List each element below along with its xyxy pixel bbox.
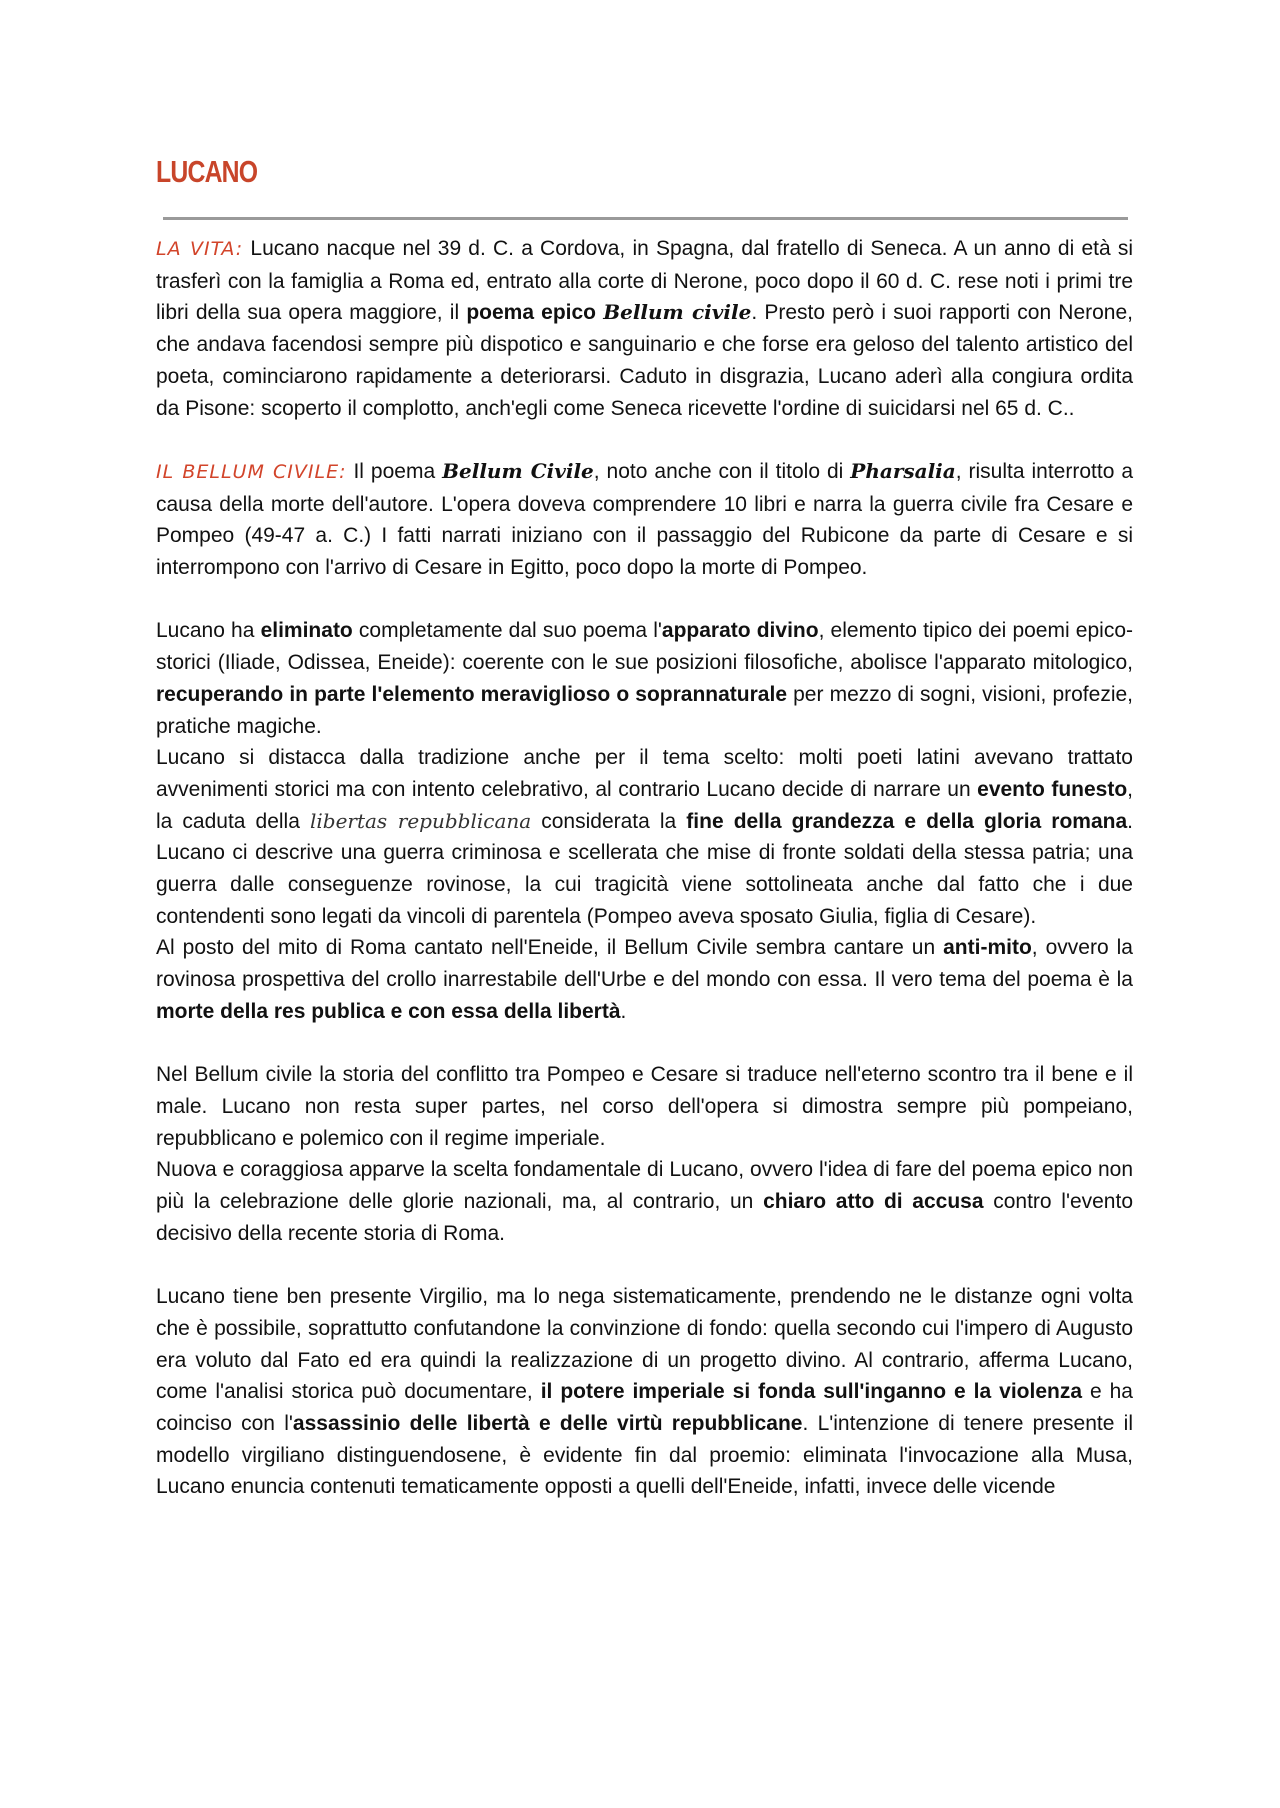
bold-text: assassinio delle libertà e delle virtù repubblicane xyxy=(292,1411,803,1435)
text-segment: , la caduta della xyxy=(156,777,1134,833)
text-segment: Lucano si distacca dalla tradizione anche per il tema scelto: molti poeti latini avevano trattato avvenimenti storici ma con intento celebrativo, al contrario Lucano decide di narrare un xyxy=(156,746,1133,801)
text-segment: e ha coinciso con l' xyxy=(156,1380,1133,1435)
bold-text: poema epico xyxy=(466,301,604,325)
italic-text: libertas repubblicana xyxy=(309,808,532,833)
bold-italic-title: Bellum Civile xyxy=(442,458,594,483)
bold-text: il potere imperiale si fonda sull'inganno e la violenza xyxy=(540,1380,1083,1404)
text-segment: Al posto del mito di Roma cantato nell'Eneide, il Bellum Civile sembra cantare un xyxy=(156,936,944,960)
text-segment: Nel Bellum civile la storia del conflitto tra Pompeo e Cesare si traduce nell'eterno scontro tra il bene e il male. Lucano non resta super partes, nel corso dell'opera si dimostra sempre più pompeiano, repubblicano e polemico con il regime imperiale. xyxy=(156,1063,1133,1150)
text-segment: , risulta interrotto a causa della morte dell'autore. L'opera doveva comprendere 10 libri e narra la guerra civile fra Cesare e Pompeo (49-47 a. C.) I fatti narrati iniziano con il passaggio del Rubicone da parte di Cesare e si interrompono con l'arrivo di Cesare in Egitto, poco dopo la morte di Pompeo. xyxy=(156,459,1134,580)
paragraph xyxy=(156,456,1133,584)
text-segment: . xyxy=(620,999,627,1023)
bold-text: chiaro atto di accusa xyxy=(763,1190,984,1214)
text-segment: Il poema xyxy=(346,459,443,483)
bold-text: evento funesto xyxy=(977,777,1128,801)
text-segment: . L'intenzione di tenere presente il modello virgiliano distinguendosene, è evidente fin dal proemio: eliminata l'invocazione alla Musa, Lucano enuncia contenuti tematicamente opposti a quelli dell'Eneide, infatti, invece delle vicende xyxy=(156,1411,1133,1499)
document-body xyxy=(156,233,1133,1503)
text-segment: considerata la xyxy=(531,809,687,833)
text-segment: , ovvero la rovinosa prospettiva del crollo inarrestabile dell'Urbe e del mondo con essa. Il vero tema del poema è la xyxy=(156,936,1133,992)
text-segment: . Presto però i suoi rapporti con Nerone, che andava facendosi sempre più dispotico e sanguinario e che forse era geloso del talento artistico del poeta, cominciarono rapidamente a deteriorarsi. Caduto in disgrazia, Lucano aderì alla congiura ordita da Pisone: scoperto il complotto, anch'egli come Seneca ricevette l'ordine di suicidarsi nel 65 d. C.. xyxy=(156,301,1133,420)
text-segment: . Lucano ci descrive una guerra criminosa e scellerata che mise di fronte soldati della stessa patria; una guerra dalle conseguenze rovinose, la cui tragicità viene sottolineata anche dal fatto che i due contendenti sono legati da vincoli di parentela (Pompeo aveva sposato Giulia, figlia di Cesare). xyxy=(156,809,1133,928)
paragraph xyxy=(156,1154,1133,1249)
text-segment: , elemento tipico dei poemi epico-storici (Iliade, Odissea, Eneide): coerente con le sue posizioni filosofiche, abolisce l'apparato mitologico, xyxy=(156,619,1133,675)
text-segment: Lucano tiene ben presente Virgilio, ma lo nega sistematicamente, prendendo ne le distanze ogni volta che è possibile, soprattutto confutandone la convinzione di fondo: quella secondo cui l'impero di Augusto era voluto dal Fato ed era quindi la realizzazione di un progetto divino. Al contrario, afferma Lucano, come l'analisi storica può documentare, xyxy=(156,1285,1133,1404)
text-segment: , noto anche con il titolo di xyxy=(593,459,851,483)
bold-text: apparato divino xyxy=(661,619,819,643)
bold-text: morte della res publica e con essa della libertà xyxy=(156,999,621,1023)
text-segment: Nuova e coraggiosa apparve la scelta fondamentale di Lucano, ovvero l'idea di fare del poema epico non più la celebrazione delle glorie nazionali, ma, al contrario, un xyxy=(156,1158,1133,1214)
paragraph xyxy=(156,615,1133,742)
section-label: LA VITA: xyxy=(156,238,244,260)
text-segment: completamente dal suo poema l' xyxy=(352,619,662,643)
paragraph xyxy=(156,742,1133,932)
bold-text: recuperando in parte l'elemento meraviglioso o soprannaturale xyxy=(156,682,787,706)
page-title: LUCANO xyxy=(156,154,258,189)
bold-text: fine della grandezza e della gloria romana xyxy=(686,809,1128,833)
paragraph xyxy=(156,1059,1133,1154)
text-segment: per mezzo di sogni, visioni, profezie, pratiche magiche. xyxy=(156,682,1133,738)
bold-text: eliminato xyxy=(260,619,353,643)
bold-italic-title: Pharsalia xyxy=(850,458,956,483)
text-segment: contro l'evento decisivo della recente storia di Roma. xyxy=(156,1190,1134,1245)
text-segment: Lucano nacque nel 39 d. C. a Cordova, in Spagna, dal fratello di Seneca. A un anno di età si trasferì con la famiglia a Roma ed, entrato alla corte di Nerone, poco dopo il 60 d. C. rese noti i primi tre libri della sua opera maggiore, il xyxy=(156,237,1134,325)
bold-italic-title: Bellum civile xyxy=(603,300,752,325)
horizontal-divider xyxy=(163,217,1128,220)
paragraph xyxy=(156,1281,1133,1503)
text-segment: Lucano ha xyxy=(156,619,261,643)
bold-text: anti-mito xyxy=(943,936,1032,960)
paragraph xyxy=(156,233,1133,424)
section-label: IL BELLUM CIVILE: xyxy=(156,460,347,483)
paragraph xyxy=(156,932,1133,1027)
